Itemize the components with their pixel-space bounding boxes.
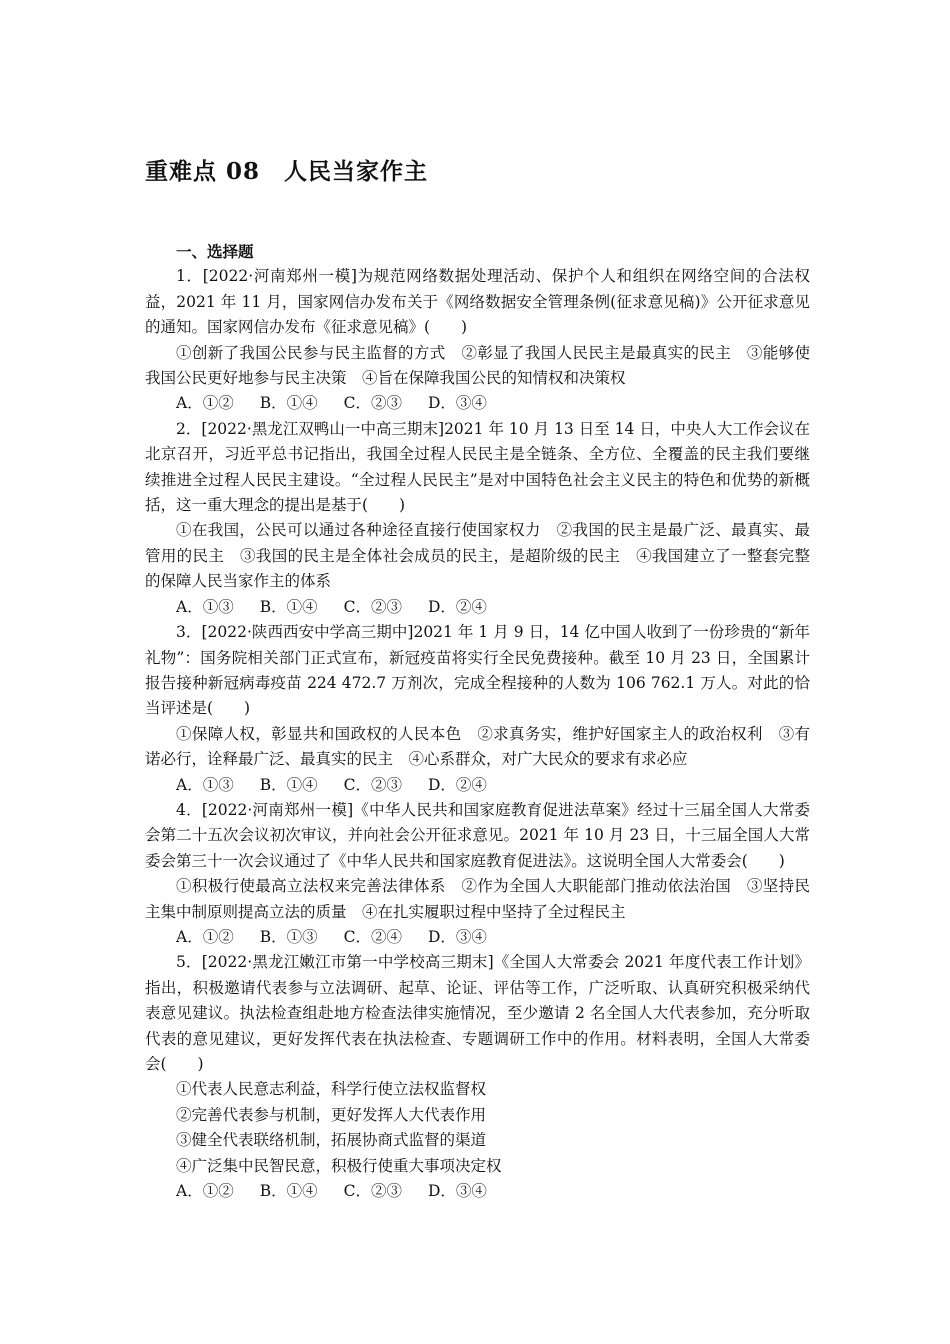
question-stem: 5．[2022·黑龙江嫩江市第一中学校高三期末]《全国人大常委会 2021 年度代表工作计划》指出，积极邀请代表参与立法调研、起草、论证、评估等工作，广泛听取、认真研究积极采纳代表意见建议。执法检查组赴地方检查法律实施情况，至少邀请 2 名全国人大代表参加，充分听取代表的意见建议，更好发挥代表在执法检查、专题调研工作中的作用。材料表明，全国人大常委会( ): [145, 953, 810, 1073]
answer-choices: [145, 595, 810, 620]
choice-d: D．③④: [427, 394, 487, 413]
statement-2: ②完善代表参与机制，更好发挥人大代表作用: [176, 1105, 487, 1124]
choice-a: A．①②: [176, 394, 234, 413]
choice-b: B．①④: [259, 1182, 318, 1201]
choice-d: D．②④: [427, 597, 487, 616]
choice-d: D．③④: [427, 1182, 487, 1201]
question-statements: ①积极行使最高立法权来完善法律体系 ②作为全国人大职能部门推动依法治国 ③坚持民主集中制原则提高立法的质量 ④在扎实履职过程中坚持了全过程民主: [145, 877, 810, 921]
choice-c: C．②③: [343, 1182, 402, 1201]
statement-1: ①代表人民意志利益，科学行使立法权监督权: [176, 1080, 487, 1099]
choice-a: A．①③: [176, 775, 234, 794]
answer-choices: [145, 391, 810, 416]
choice-b: B．①④: [259, 394, 318, 413]
question-4: [145, 798, 810, 950]
answer-choices: [145, 925, 810, 950]
question-stem: 2．[2022·黑龙江双鸭山一中高三期末]2021 年 10 月 13 日至 14 日，中央人大工作会议在北京召开，习近平总书记指出，我国全过程人民民主是全链条、全方位、全覆盖的民主我们要继续推进全过程人民民主建设。“全过程人民民主”是对中国特色社会主义民主的特色和优势的新概括，这一重大理念的提出是基于( ): [145, 419, 810, 515]
choice-a: A．①②: [176, 1182, 234, 1201]
question-statements: ①保障人权，彰显共和国政权的人民本色 ②求真务实，维护好国家主人的政治权利 ③有诺必行，诠释最广泛、最真实的民主 ④心系群众，对广大民众的要求有求必应: [145, 724, 810, 769]
choice-b: B．①④: [259, 775, 318, 794]
statement-4: ④广泛集中民智民意，积极行使重大事项决定权: [176, 1156, 502, 1175]
question-list: [145, 239, 810, 1204]
section-heading: 一、选择题: [176, 242, 254, 261]
question-statements: ①创新了我国公民参与民主监督的方式 ②彰显了我国人民民主是最真实的民主 ③能够使我国公民更好地参与民主决策 ④旨在保障我国公民的知情权和决策权: [145, 343, 810, 388]
choice-a: A．①②: [176, 927, 234, 946]
choice-b: B．①④: [259, 597, 318, 616]
choice-c: C．②③: [343, 775, 402, 794]
question-5: [145, 950, 810, 1204]
page-title: 重难点 08 人民当家作主: [145, 158, 429, 185]
choice-b: B．①③: [259, 927, 318, 946]
answer-choices: [145, 1179, 810, 1204]
question-1: [145, 264, 810, 416]
choice-d: D．③④: [427, 927, 487, 946]
question-stem: 3．[2022·陕西西安中学高三期中]2021 年 1 月 9 日，14 亿中国人收到了一份珍贵的“新年礼物”：国务院相关部门正式宣布，新冠疫苗将实行全民免费接种。截至 10 月 23 日，全国累计报告接种新冠病毒疫苗 224 472.7 万剂次，完成全程接种的人数为 106 762.1 万人。对此的恰当评述是( ): [145, 623, 810, 718]
statement-3: ③健全代表联络机制，拓展协商式监督的渠道: [176, 1131, 487, 1150]
choice-a: A．①③: [176, 597, 234, 616]
choice-c: C．②③: [343, 597, 402, 616]
choice-d: D．②④: [427, 775, 487, 794]
answer-choices: [145, 773, 810, 798]
choice-c: C．②④: [343, 927, 402, 946]
question-2: [145, 417, 810, 620]
choice-c: C．②③: [343, 394, 402, 413]
question-stem: 1．[2022·河南郑州一模]为规范网络数据处理活动、保护个人和组织在网络空间的合法权益，2021 年 11 月，国家网信办发布关于《网络数据安全管理条例(征求意见稿)》公开征求意见的通知。国家网信办发布《征求意见稿》( ): [145, 267, 810, 337]
question-statements: ①在我国，公民可以通过各种途径直接行使国家权力 ②我国的民主是最广泛、最真实、最管用的民主 ③我国的民主是全体社会成员的民主，是超阶级的民主 ④我国建立了一整套完整的保障人民当家作主的体系: [145, 521, 810, 591]
question-stem: 4．[2022·河南郑州一模]《中华人民共和国家庭教育促进法草案》经过十三届全国人大常委会第二十五次会议初次审议，并向社会公开征求意见。2021 年 10 月 23 日，十三届全国人大常委会第三十一次会议通过了《中华人民共和国家庭教育促进法》。这说明全国人大常委会( ): [145, 800, 810, 870]
question-3: [145, 620, 810, 798]
